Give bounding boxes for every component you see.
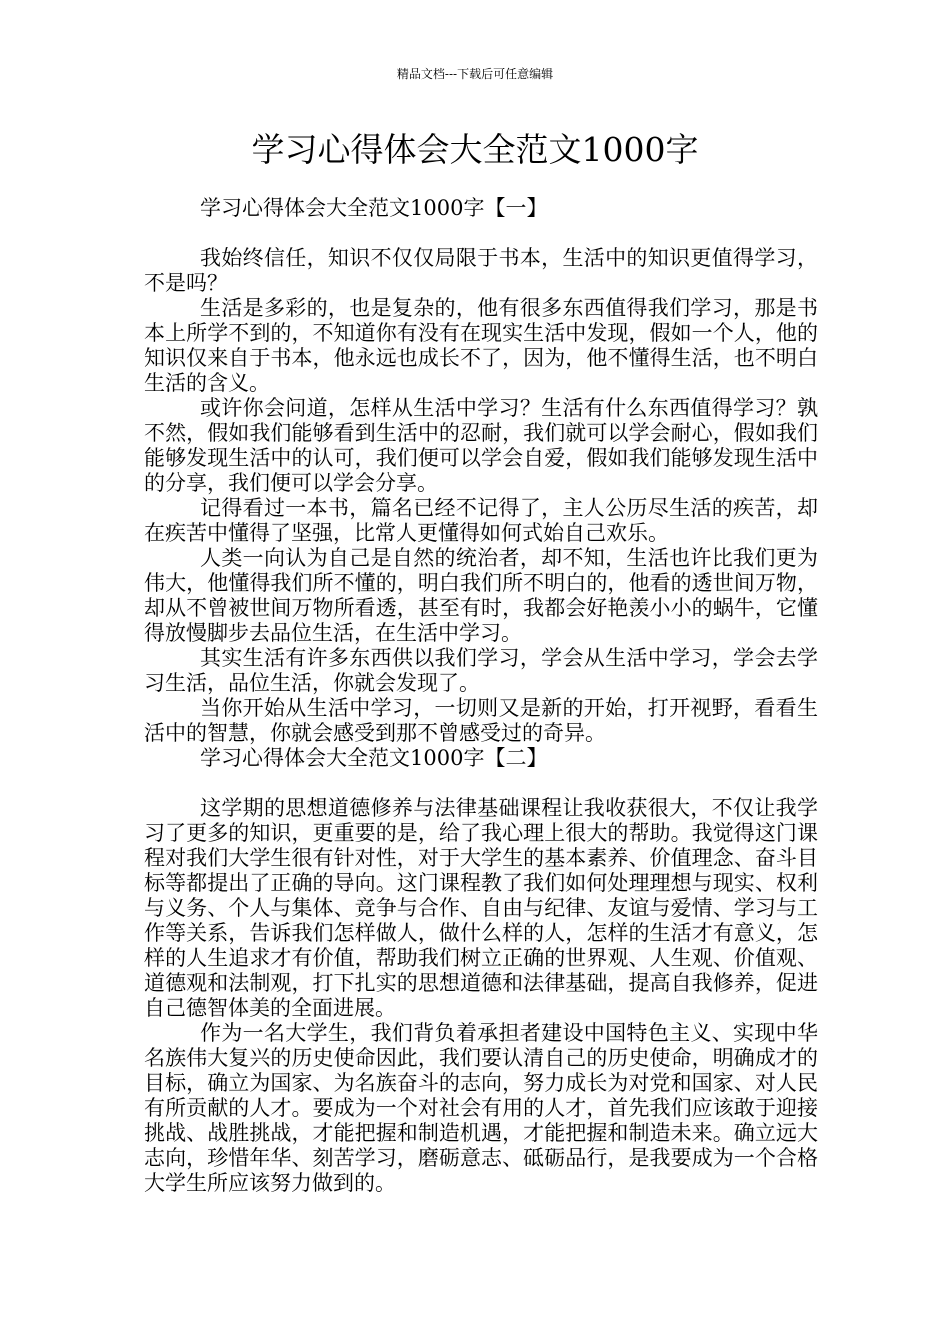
paragraph: 当你开始从生活中学习，一切则又是新的开始，打开视野，看看生活中的智慧，你就会感受到那不曾感受过的奇异。 — [144, 696, 818, 745]
paragraph: 我始终信任，知识不仅仅局限于书本，生活中的知识更值得学习，不是吗？ — [144, 246, 818, 295]
document-title: 学习心得体会大全范文1000字 — [251, 130, 699, 169]
document-body — [144, 196, 818, 1196]
paragraph: 这学期的思想道德修养与法律基础课程让我收获很大，不仅让我学习了更多的知识，更重要的是，给了我心理上很大的帮助。我觉得这门课程对我们大学生很有针对性，对于大学生的基本素养、价值理念、奋斗目标等都提出了正确的导向。这门课程教了我们如何处理理想与现实、权利与义务、个人与集体、竞争与合作、自由与纪律、友谊与爱情、学习与工作等关系，告诉我们怎样做人，做什么样的人，怎样的生活才有意义，怎样的人生追求才有价值，帮助我们树立正确的世界观、人生观、价值观、道德观和法制观，打下扎实的思想道德和法律基础，提高自我修养，促进自己德智体美的全面进展。 — [144, 796, 818, 1020]
paragraph: 或许你会问道，怎样从生活中学习？生活有什么东西值得学习？孰不然，假如我们能够看到生活中的忍耐，我们就可以学会耐心，假如我们能够发现生活中的认可，我们便可以学会自爱，假如我们能够发现生活中的分享，我们便可以学会分享。 — [144, 396, 818, 495]
paragraph: 人类一向认为自己是自然的统治者，却不知，生活也许比我们更为伟大，他懂得我们所不懂的，明白我们所不明白的，他看的透世间万物，却从不曾被世间万物所看透，甚至有时，我都会好艳羡小小的蜗牛，它懂得放慢脚步去品位生活，在生活中学习。 — [144, 546, 818, 645]
running-header: 精品文档---下载后可任意编辑 — [396, 67, 554, 81]
section-heading-2: 学习心得体会大全范文1000字【二】 — [200, 746, 548, 770]
paragraph: 记得看过一本书，篇名已经不记得了，主人公历尽生活的疾苦，却在疾苦中懂得了坚强，比常人更懂得如何式始自己欢乐。 — [144, 496, 818, 545]
paragraph: 生活是多彩的，也是复杂的，他有很多东西值得我们学习，那是书本上所学不到的，不知道你有没有在现实生活中发现，假如一个人，他的知识仅来自于书本，他永远也成长不了，因为，他不懂得生活，也不明白生活的含义。 — [144, 296, 818, 395]
section-heading-1: 学习心得体会大全范文1000字【一】 — [200, 196, 548, 220]
paragraph: 作为一名大学生，我们背负着承担者建设中国特色主义、实现中华名族伟大复兴的历史使命因此，我们要认清自己的历史使命，明确成才的目标，确立为国家、为名族奋斗的志向，努力成长为对党和国家、对人民有所贡献的人才。要成为一个对社会有用的人才，首先我们应该敢于迎接挑战、战胜挑战，才能把握和制造机遇，才能把握和制造未来。确立远大志向，珍惜年华、刻苦学习，磨砺意志、砥砺品行，是我要成为一个合格大学生所应该努力做到的。 — [144, 1021, 818, 1195]
paragraph: 其实生活有许多东西供以我们学习，学会从生活中学习，学会去学习生活，品位生活，你就会发现了。 — [144, 646, 818, 695]
